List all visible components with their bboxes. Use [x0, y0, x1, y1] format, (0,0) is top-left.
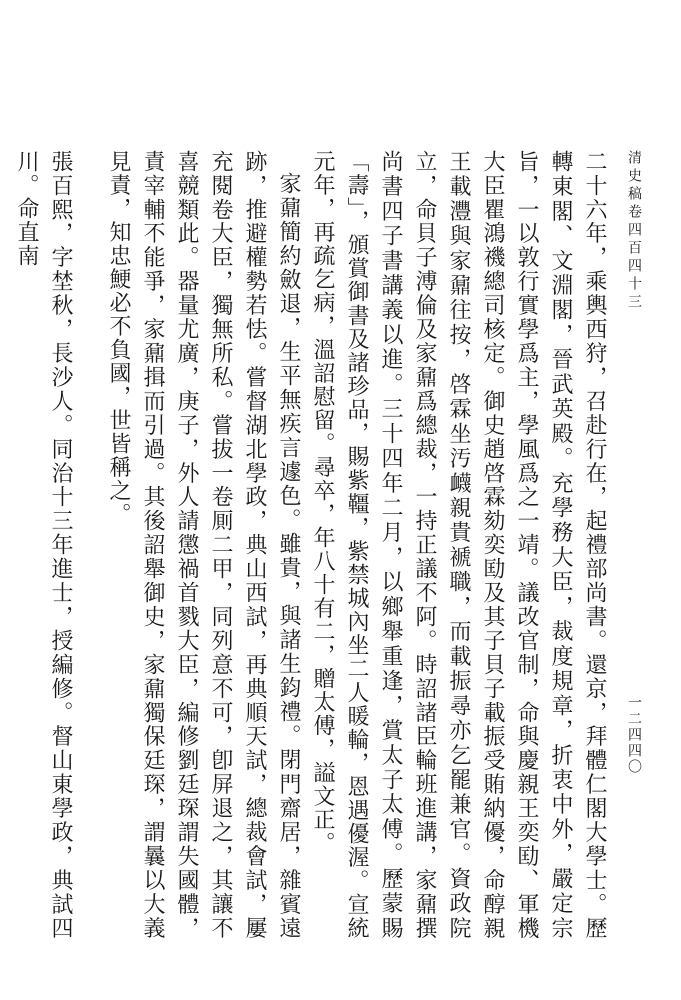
running-head: 清史稿卷四百四十三 [626, 150, 642, 312]
main-text [9, 150, 611, 940]
paragraph-sun-jianai-character: 家鼐簡約斂退，生平無疾言遽色。雖貴，與諸生鈞禮。閉門齋居，雜賓遠跡，推避權勢若怯。嘗督湖北學政，典山西試，再典順天試，總裁會試，屢充閱卷大臣，獨無所私。嘗拔一卷厠二甲，同列意不可，卽屏退之，其讓不喜競類此。器量尤廣，庚子，外人請懲禍首戮大臣，編修劉廷琛謂失國體，責宰輔不能爭，家鼐揖而引過。其後詔舉御史，家鼐獨保廷琛，謂曩以大義見責，知忠鯁必不負國，世皆稱之。 [106, 150, 301, 940]
paragraph-zhang-baixi-biography: 張百熙，字埜秋，長沙人。同治十三年進士，授編修。督山東學政，典試四川。命直南 [14, 150, 73, 940]
page-number: 一二四四〇 [626, 695, 642, 775]
paragraph-sun-jianai-career: 二十六年，乘輿西狩，召赴行在，起禮部尚書。還京，拜體仁閣大學士。歷轉東閣、文淵閣，晉武英殿。充學務大臣，裁度規章，折衷中外，嚴定宗旨，一以敦行實學爲主，學風爲之一靖。議改官制，命與慶親王奕劻、軍機大臣瞿鴻禨總司核定。御史趙啓霖劾奕劻及其子貝子載振受賄納優，命醇親王載灃與家鼐往按，啓霖坐汚衊親貴褫職，而載振尋亦乞罷兼官。資政院立，命貝子溥倫及家鼐爲總裁，一持正議不阿。時詔諸臣輪班進講，家鼐撰尚書四子書講義以進。三十四年二月，以鄉舉重逢，賞太子太傅。歷蒙賜「壽」，頒賞御書及諸珍品，賜紫韁，紫禁城內坐二人暖輪，恩遇優渥。宣統元年，再疏乞病，溫詔慰留。尋卒，年八十有二，贈太傅，謚文正。 [310, 150, 607, 940]
